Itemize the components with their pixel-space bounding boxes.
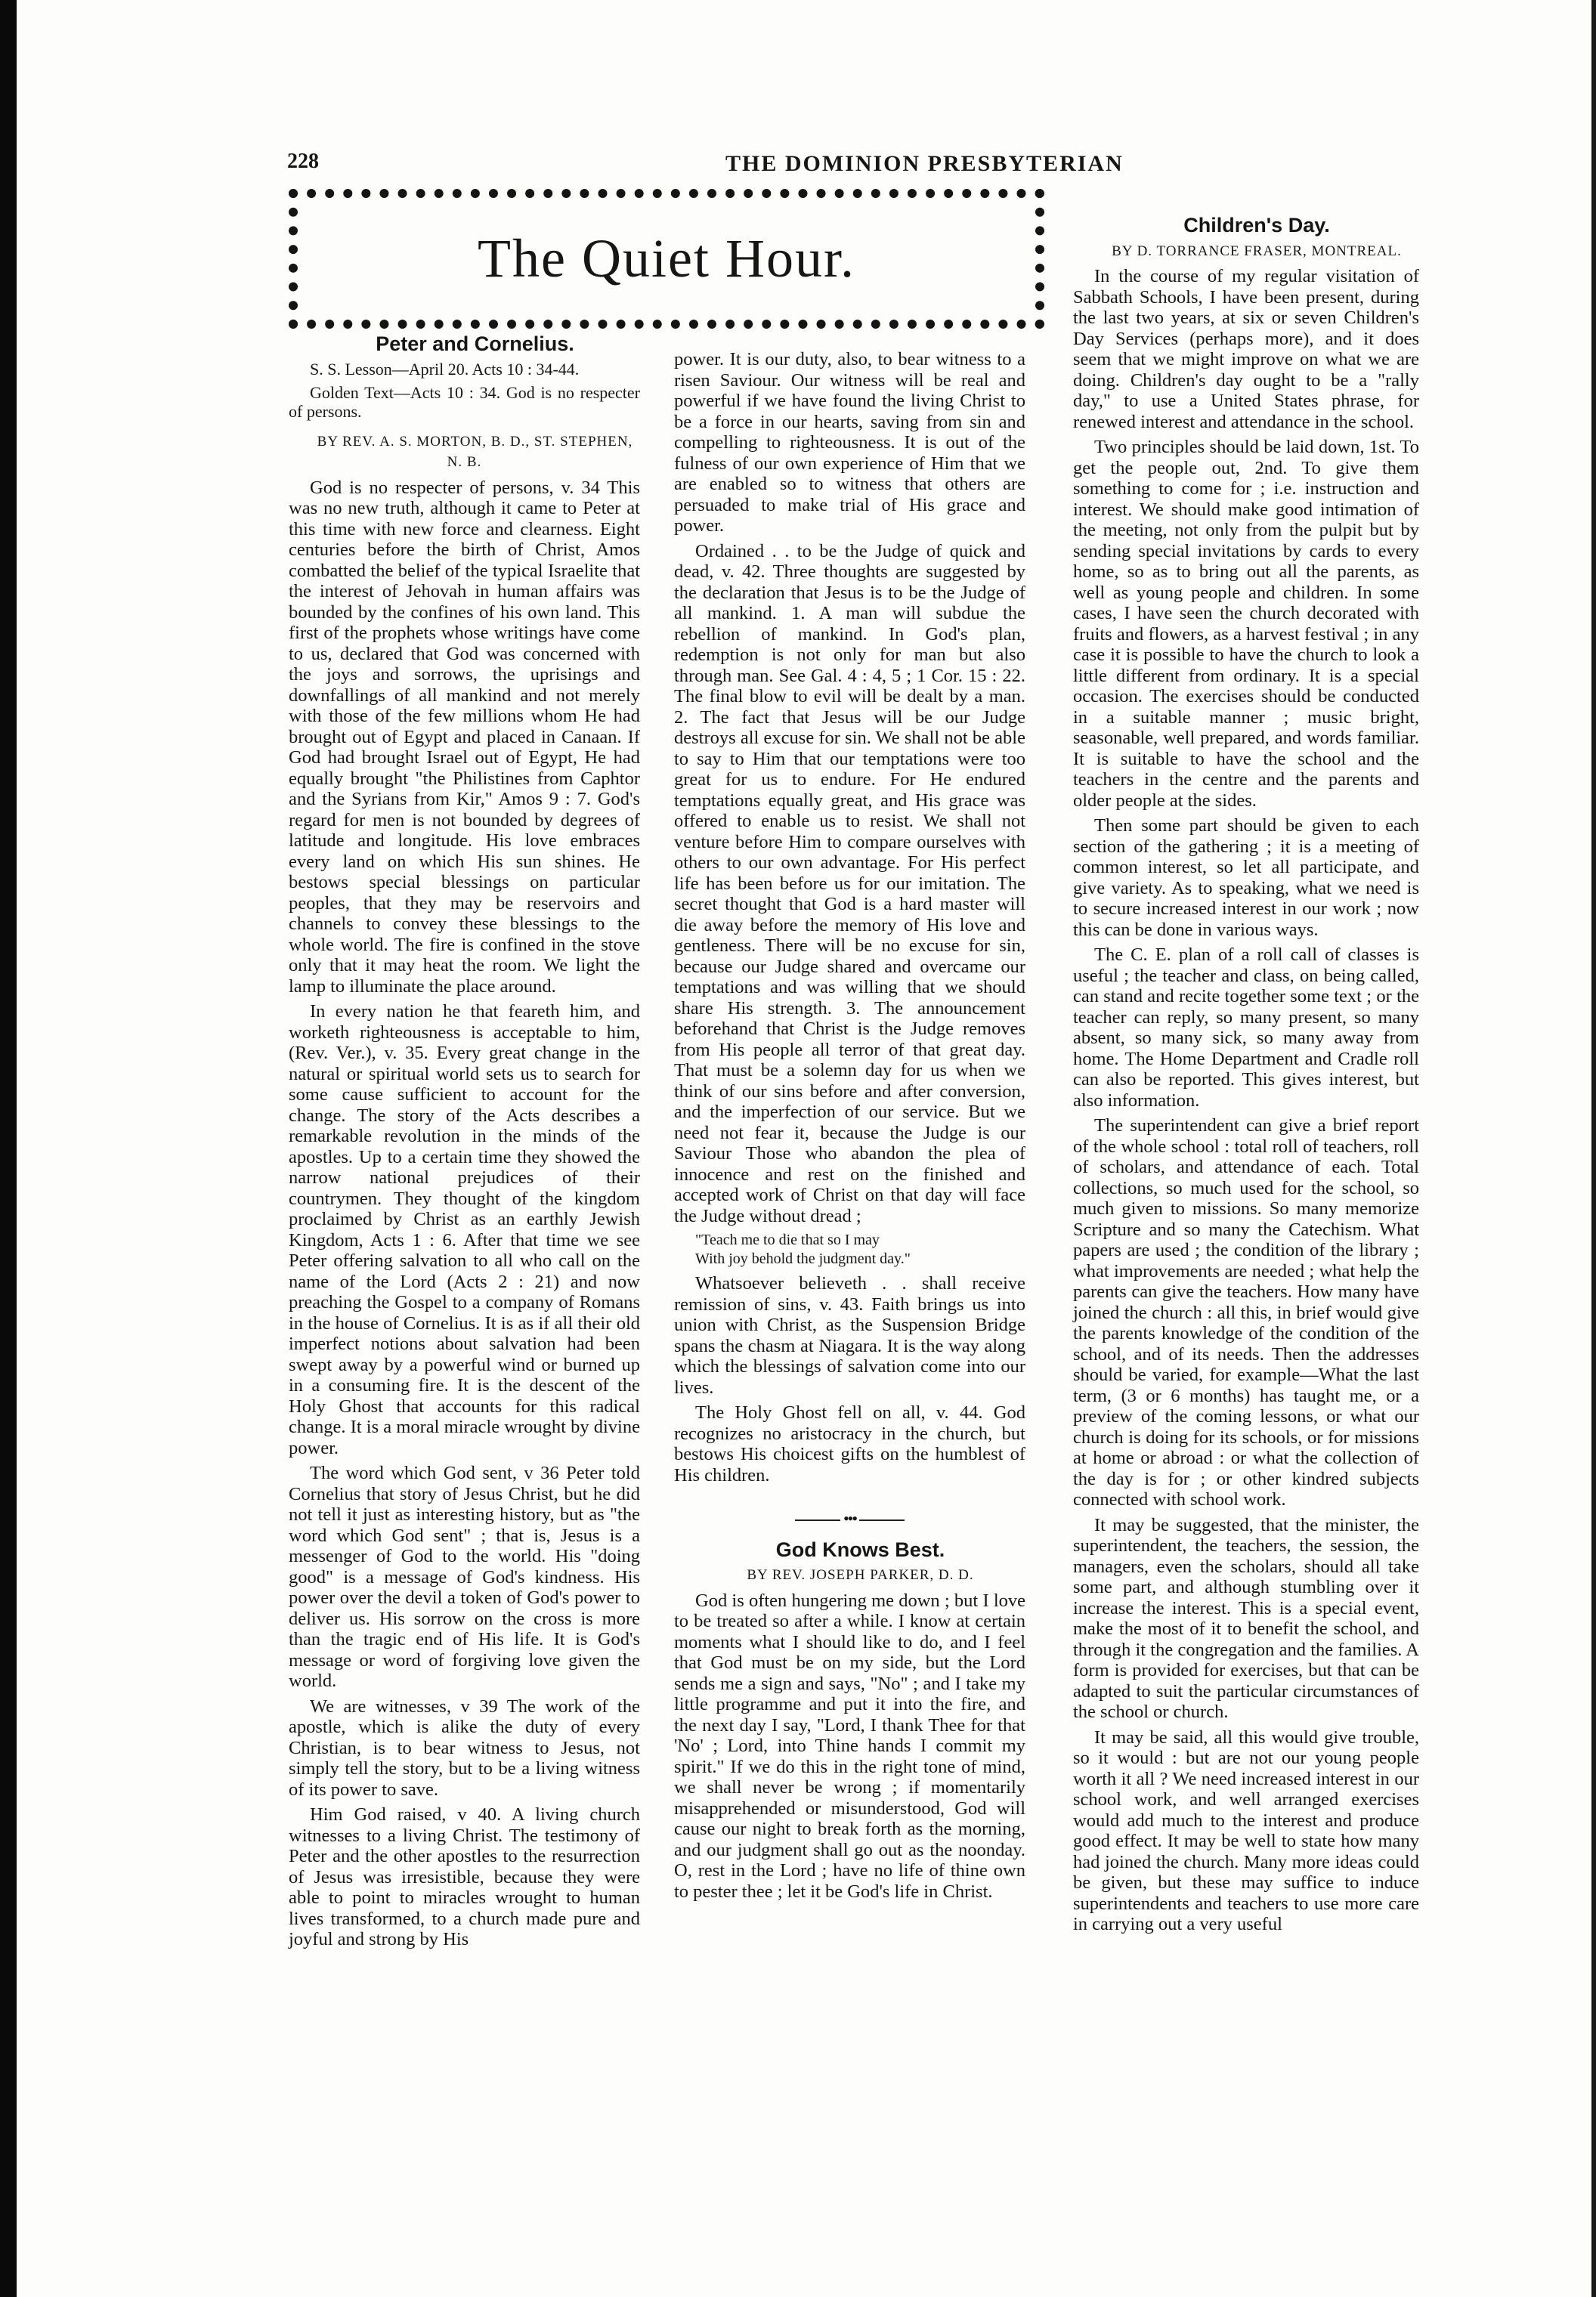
paragraph: Two principles should be laid down, 1st. To get the people out, 2nd. To give them something to come for ; i.e. instruction and interest. We should make good intimation of the meeting, not only from the pulpit but by sending special invitations by cards to every home, so as to bring out all the parents, as well as young people and children. In some cases, I have seen the church decorated with fruits and flowers, as a harvest festival ; in any case it is possible to have the church to look a little different from ordinary. It is a special occasion. The exercises should be conducted in a suitable manner ; music bright, seasonable, well prepared, and words familiar. It is suitable to have the school and the teachers in the centre and the parents and older people at the sides. (1073, 437, 1419, 811)
article-heading-childrens-day: Children's Day. (1183, 214, 1330, 237)
paragraph: Ordained . . to be the Judge of quick and dead, v. 42. Three thoughts are suggested by the declaration that Jesus is to be the Judge of all mankind. 1. A man will subdue the rebellion of mankind. In God's plan, redemption is not only for man but also through man. See Gal. 4 : 4, 5 ; 1 Cor. 15 : 22. The final blow to evil will be dealt by a man. 2. The fact that Jesus will be our Judge destroys all excuse for sin. We shall not be able to say to Him that our temptations were too great for us to endure. For He endured temptations equally great, and His grace was offered to enable us to resist. We shall not venture before Him to compare ourselves with others to our own advantage. For His perfect life has been before us for our imitation. The secret thought that God is a hard master will die away before the memory of His love and gentleness. There will be no excuse for sin, because our Judge shared and overcame our temptations and was willing that we should share His strength. 3. The announcement beforehand that Christ is the Judge removes from His people all terror of that great day. That must be a solemn day for us when we think of our sins before and after conversion, and the imperfection of our service. But we need not fear it, because the Judge is our Saviour Those who abandon the plea of innocence and rest on the finished and accepted work of Christ on that day will face the Judge without dread ; (674, 540, 1025, 1226)
lesson-reference: S. S. Lesson—April 20. Acts 10 : 34-44. (310, 359, 580, 379)
byline-fraser: BY D. TORRANCE FRASER, MONTREAL. (1112, 243, 1402, 259)
section-divider: ••• (674, 1508, 1025, 1529)
paragraph: It may be said, all this would give trouble, so it would : but are not our young people worth it all ? We need increased interest in our school work, and well arranged exercises would add much to the interest and produce good effect. It may be well to state how many had joined the church. Many more ideas could be given, but these may suffice to induce superintendents and teachers to use more care in carrying out a very useful (1073, 1727, 1419, 1934)
paragraph: It may be suggested, that the minister, the superintendent, the teachers, the session, the managers, even the scholars, should all take some part, and although stumbling over it increase the interest. This is a special event, make the most of it to benefit the school, and through it the congregation and the families. A form is provided for exercises, but that can be adapted to suit the particular circumstances of the school or church. (1073, 1514, 1419, 1722)
paragraph: God is no respecter of persons, v. 34 This was no new truth, although it came to Peter at this time with new force and clearness. Eight centuries before the birth of Christ, Amos combatted the belief of the typical Israelite that the interest of Jehovah in human affairs was bounded by the confines of his own land. This first of the prophets whose writings have come to us, declared that God was concerned with the joys and sorrows, the uprisings and downfallings of all mankind and not merely with those of the few millions whom He had brought out of Egypt and placed in Canaan. If God had brought Israel out of Egypt, He had equally brought "the Philistines from Caphtor and the Syrians from Kir," Amos 9 : 7. God's regard for men is not bounded by degrees of latitude and longitude. His love embraces every land on which His sun shines. He bestows special blessings on particular peoples, that they may be reservoirs and channels to convey these blessings to the whole world. The fire is confined in the stove only that it may heat the room. We light the lamp to illuminate the place around. (289, 477, 640, 997)
paragraph: The word which God sent, v 36 Peter told Cornelius that story of Jesus Christ, but he did not tell it just as interesting history, but as "the word which God sent" ; that is, Jesus is a messenger of God to the world. His "doing good" is a message of God's kindness. His power over the devil a token of God's power to deliver us. His sorrow on the cross is more than the tragic end of His life. It is God's message or word of forgiving love given the world. (289, 1463, 640, 1691)
paragraph: The superintendent can give a brief report of the whole school : total roll of teachers, roll of scholars, and attendance of each. Total collections, so much used for the school, so much given to missions. So many memorize Scripture and so many the Catechism. What papers are used ; the condition of the library ; what improvements are needed ; what help the parents can give the teachers. How many have joined the church : all this, in brief would give the parents knowledge of the condition of the school, and of its needs. Then the addresses should be varied, for example—What the last term, (3 or 6 months) has taught me, or a preview of the coming lessons, or what our church is doing for its schools, or for missions at home or abroad : or what the collection of the day is for ; or other kindred subjects connected with school work. (1073, 1115, 1419, 1510)
section-title-box (289, 189, 1044, 329)
column-2 (674, 349, 1025, 1906)
paragraph: Then some part should be given to each section of the gathering ; it is a meeting of common interest, so let all participate, and give variety. As to speaking, what we need is to secure increased interest in our work ; now this can be done in various ways. (1073, 815, 1419, 940)
paragraph: In the course of my regular visitation of Sabbath Schools, I have been present, during the last two years, at six or seven Children's Day Services (perhaps more), and it does seem that we might improve on what we are doing. Children's day ought to be a "rally day," to use a United States phrase, for renewed interest and attendance in the school. (1073, 266, 1419, 432)
paragraph: power. It is our duty, also, to bear witness to a risen Saviour. Our witness will be real and powerful if we have found the living Christ to be a force in our hearts, saving from sin and compelling to righteousness. It is out of the fulness of our own experience of Him that we are enabled so to witness that others are persuaded to make trial of His grace and power. (674, 349, 1025, 536)
column-3 (1073, 215, 1419, 1940)
article-heading-god-knows: God Knows Best. (775, 1538, 945, 1561)
paragraph: In every nation he that feareth him, and worketh righteousness is acceptable to him, (Rev. Ver.), v. 35. Every great change in the natural or spiritual world sets us to search for some cause sufficient to account for the change. The story of the Acts describes a remarkable revolution in the minds of the apostles. Up to a certain time they showed the narrow national prejudices of their countrymen. They thought of the kingdom proclaimed by Christ as an earthly Jewish Kingdom, Acts 1 : 6. After that time we see Peter offering salvation to all who call on the name of the Lord (Acts 2 : 21) and now preaching the Gospel to a company of Romans in the house of Cornelius. It is as if all their old imperfect notions about salvation had been swept away by a powerful wind or burned up in a consuming fire. It is the descent of the Holy Ghost that accounts for this radical change. It is a moral miracle wrought by divine power. (289, 1001, 640, 1458)
paragraph: Whatsoever believeth . . shall receive remission of sins, v. 43. Faith brings us into union with Christ, as the Suspension Bridge spans the chasm at Niagara. It is the way along which the blessings of salvation come into our lives. (674, 1273, 1025, 1398)
paragraph: Him God raised, v 40. A living church witnesses to a living Christ. The testimony of Peter and the other apostles to the resurrection of Jesus was irresistible, because they were able to point to miracles wrought to human lives transformed, to a church made pure and joyful and strong by His (289, 1804, 640, 1949)
verse-line: With joy behold the judgment day." (695, 1251, 911, 1267)
verse-line: "Teach me to die that so I may (695, 1232, 880, 1248)
article-heading-peter: Peter and Cornelius. (376, 332, 574, 355)
scan-edge-right (1591, 0, 1596, 2297)
scan-edge-left (0, 0, 17, 2297)
paragraph: The C. E. plan of a roll call of classes is useful ; the teacher and class, on being called, can stand and recite together some text ; or the teacher can reply, so many present, so many absent, so many sick, so many away from home. The Home Department and Cradle roll can also be reported. This gives interest, but also information. (1073, 944, 1419, 1111)
running-head: THE DOMINION PRESBYTERIAN (725, 151, 1124, 176)
paragraph: God is often hungering me down ; but I love to be treated so after a while. I know at certain moments what I should like to do, and I feel that God must be on my side, but the Lord sends me a sign and says, "No" ; and I take my little programme and put it into the fire, and the next day I say, "Lord, I thank Thee for that 'No' ; Lord, into Thine hands I commit my spirit." If we do this in the right tone of mind, we shall never be wrong ; if momentarily misapprehended or misunderstood, God will cause our night to break forth as the morning, and our judgment shall go out as the noonday. O, rest in the Lord ; have no life of thine own to pester thee ; let it be God's life in Christ. (674, 1590, 1025, 1902)
golden-text: Golden Text—Acts 10 : 34. God is no respecter of persons. (289, 382, 640, 421)
paragraph: We are witnesses, v 39 The work of the apostle, which is alike the duty of every Christian, is to bear witness to Jesus, not simply tell the story, but to be a living witness of its power to save. (289, 1696, 640, 1800)
section-title: The Quiet Hour. (478, 228, 855, 289)
page-number: 228 (287, 150, 319, 173)
paragraph: The Holy Ghost fell on all, v. 44. God recognizes no aristocracy in the church, but bestows His choicest gifts on the humblest of His children. (674, 1402, 1025, 1485)
byline-parker: BY REV. JOSEPH PARKER, D. D. (747, 1567, 974, 1583)
column-1 (289, 334, 640, 1955)
byline-morton: BY REV. A. S. MORTON, B. D., ST. STEPHEN, N. B. (317, 433, 633, 470)
